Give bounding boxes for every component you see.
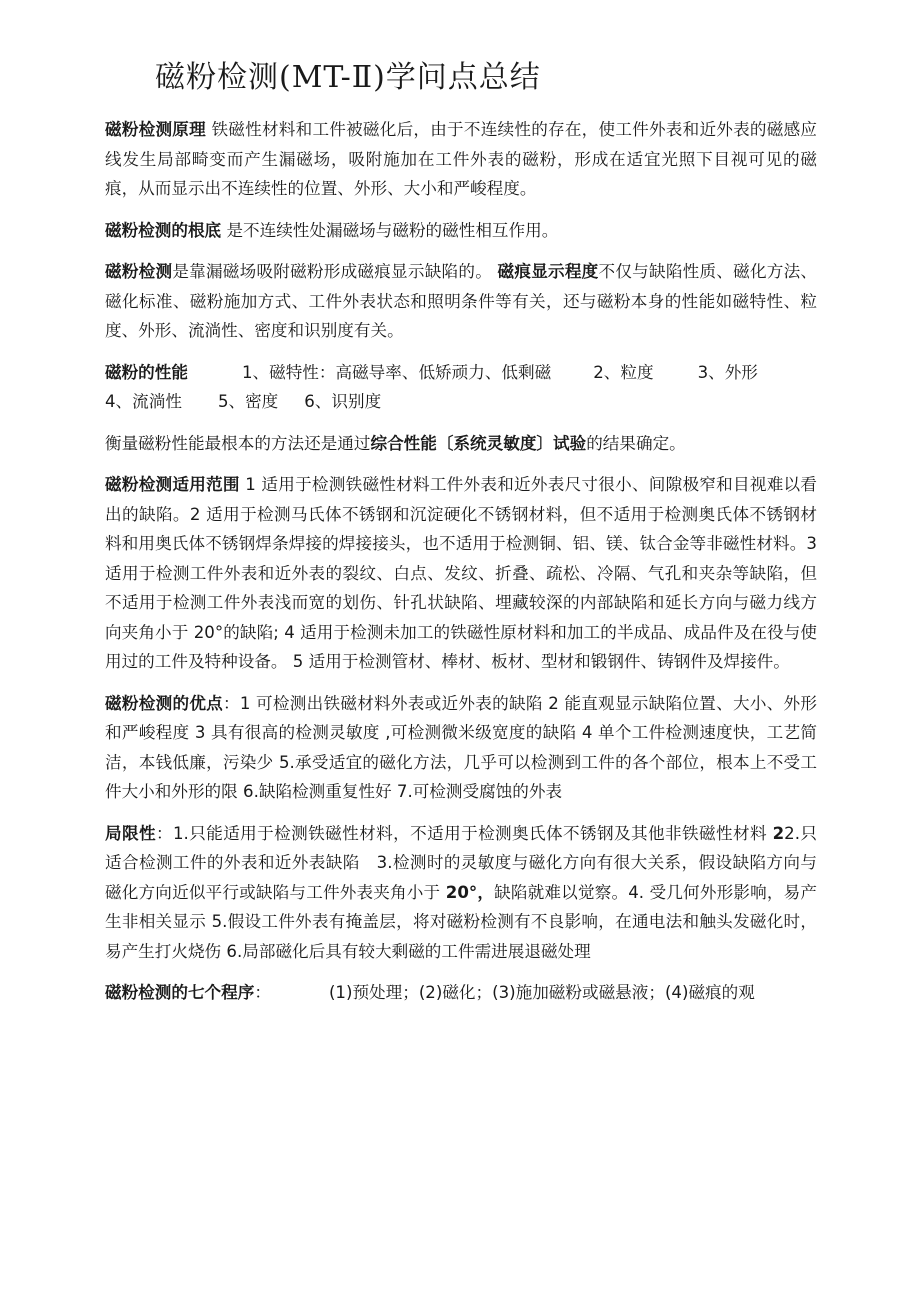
measurement-paragraph bbox=[105, 429, 817, 459]
display-degree-label: 磁痕显示程度 bbox=[497, 262, 599, 281]
display-paragraph bbox=[105, 257, 817, 346]
advantages-text: ：1 可检测出铁磁材料外表或近外表的缺陷 2 能直观显示缺陷位置、大小、外形和严峻程度 3 具有很高的检测灵敏度 ,可检测微米级宽度的缺陷 4 单个工件检测速度快，工艺简洁，本钱低廉，污染少 5.承受适宜的磁化方法，几乎可以检测到工件的各个部位，根本上不受工件大小和外形的限 6.缺陷检测重复性好 7.可检测受腐蚀的外表 bbox=[105, 693, 818, 801]
procedures-label: 磁粉检测的七个程序 bbox=[105, 983, 255, 1002]
property-item: 5、密度 bbox=[217, 392, 279, 411]
property-item: 3、外形 bbox=[697, 362, 758, 382]
property-item: 4、流淌性 bbox=[105, 392, 182, 411]
procedures-colon: ： bbox=[254, 983, 271, 1002]
procedures-paragraph bbox=[105, 978, 817, 1008]
limitations-text-1: ：1.只能适用于检测铁磁性材料，不适用于检测奥氏体不锈钢及其他非铁磁性材料 bbox=[155, 823, 767, 843]
limitations-bold-1: 2 bbox=[772, 823, 785, 843]
property-item: 1、磁特性：高磁导率、低矫顽力、低剩磁 bbox=[241, 362, 552, 382]
scope-label: 磁粉检测适用范围 bbox=[105, 475, 240, 494]
principle-text: 铁磁性材料和工件被磁化后，由于不连续性的存在，使工件外表和近外表的磁感应线发生局部畸变而产生漏磁场，吸附施加在工件外表的磁粉，形成在适宜光照下目视可见的磁痕，从而显示出不连续性的位置、外形、大小和严峻程度。 bbox=[105, 120, 818, 198]
scope-paragraph bbox=[105, 470, 817, 677]
measurement-bold: 综合性能〔系统灵敏度〕试验 bbox=[370, 433, 587, 453]
measurement-text-2: 的结果确定。 bbox=[586, 433, 686, 453]
basis-paragraph bbox=[105, 216, 817, 246]
limitations-paragraph bbox=[105, 819, 817, 967]
mt-text: 是靠漏磁场吸附磁粉形成磁痕显示缺陷的。 bbox=[172, 262, 493, 281]
document-title: 磁粉检测(MT-Ⅱ)学问点总结 bbox=[155, 60, 541, 95]
property-item: 2、粒度 bbox=[593, 362, 654, 382]
display-degree-text: 不仅与缺陷性质、磁化方法、磁化标准、磁粉施加方式、工件外表状态和照明条件等有关，还与磁粉本身的性能如磁特性、粒度、外形、流淌性、密度和识别度有关。 bbox=[105, 262, 818, 340]
principle-paragraph bbox=[105, 115, 817, 204]
powder-properties-paragraph bbox=[105, 358, 817, 417]
limitations-text-3: 缺陷就难以觉察。4. 受几何外形影响，易产生非相关显示 5.假设工件外表有掩盖层，将对磁粉检测有不良影响，在通电法和触头发磁化时，易产生打火烧伤 6.局部磁化后具有较大剩磁的工件需进展退磁处理 bbox=[105, 882, 818, 961]
document-body bbox=[105, 115, 817, 1020]
advantages-paragraph bbox=[105, 689, 817, 807]
limitations-text-2: 2.只适合检测工件的外表和近外表缺陷 3.检测时的灵敏度与磁化方向有很大关系，假设缺陷方向与磁化方向近似平行或缺陷与工件外表夹角小于 bbox=[105, 823, 817, 902]
powder-properties-label: 磁粉的性能 bbox=[105, 362, 188, 382]
procedures-text: (1)预处理；(2)磁化；(3)施加磁粉或磁悬液；(4)磁痕的观 bbox=[328, 983, 755, 1002]
mt-label: 磁粉检测 bbox=[105, 262, 173, 281]
advantages-label: 磁粉检测的优点 bbox=[105, 693, 224, 713]
scope-text: 1 适用于检测铁磁性材料工件外表和近外表尺寸很小、间隙极窄和目视难以看出的缺陷。2 适用于检测马氏体不锈钢和沉淀硬化不锈钢材料，但不适用于检测奥氏体不锈钢材料和用奥氏体不锈钢焊条焊接的焊接接头，也不适用于检测铜、铝、镁、钛合金等非磁性材料。3 适用于检测工件外表和近外表的裂纹、白点、发纹、折叠、疏松、冷隔、气孔和夹杂等缺陷，但不适用于检测工件外表浅而宽的划伤、针孔状缺陷、埋藏较深的内部缺陷和延长方向与磁力线方向夹角小于 20°的缺陷; 4 适用于检测未加工的铁磁性原材料和加工的半成品、成品件及在役与使用过的工件及特种设备。 5 适用于检测管材、棒材、板材、型材和锻钢件、铸钢件及焊接件。 bbox=[105, 475, 817, 671]
measurement-text-1: 衡量磁粉性能最根本的方法还是通过 bbox=[105, 433, 371, 453]
principle-label: 磁粉检测原理 bbox=[105, 120, 206, 139]
basis-text: 是不连续性处漏磁场与磁粉的磁性相互作用。 bbox=[226, 220, 559, 240]
basis-label: 磁粉检测的根底 bbox=[105, 220, 222, 240]
limitations-label: 局限性 bbox=[105, 823, 156, 843]
property-item: 6、识别度 bbox=[304, 392, 382, 411]
limitations-bold-2: 20°， bbox=[445, 882, 495, 902]
